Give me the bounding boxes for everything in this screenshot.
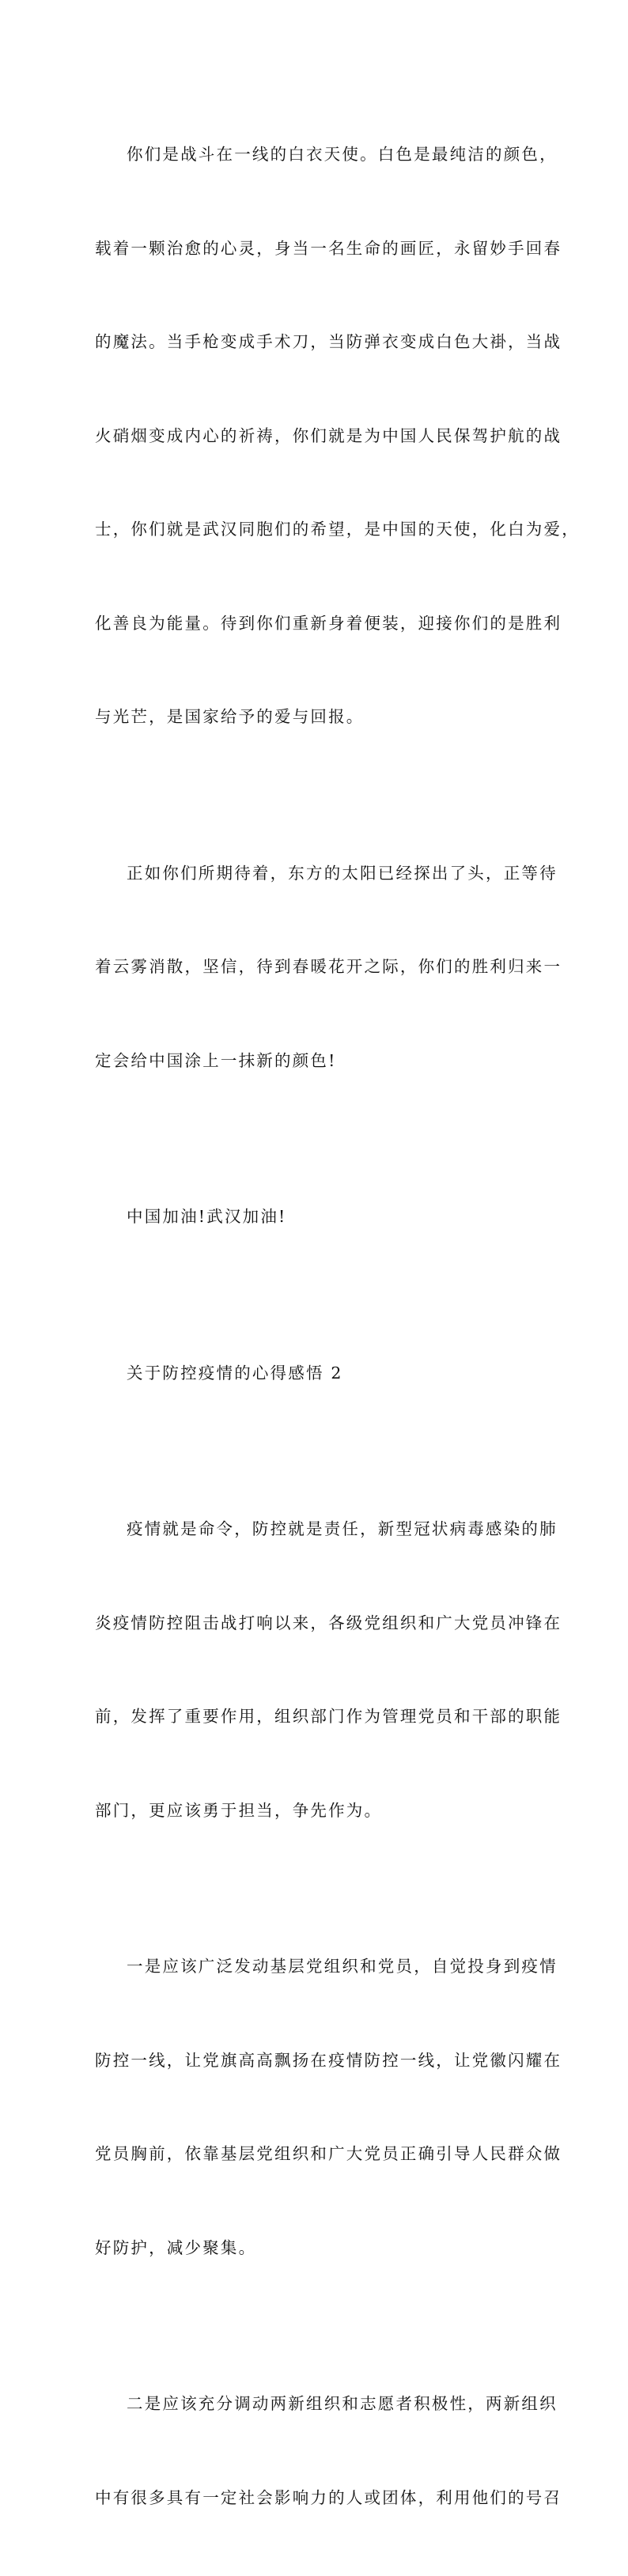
text-line: 中国加油!武汉加油! — [127, 1207, 287, 1226]
text-line: 前，发挥了重要作用，组织部门作为管理党员和干部的职能 — [95, 1707, 562, 1726]
text-line: 疫情就是命令，防控就是责任，新型冠状病毒感染的肺 — [127, 1519, 558, 1538]
text-line: 载着一颗治愈的心灵，身当一名生命的画匠，永留妙手回春 — [95, 238, 562, 258]
text-line: 着云雾消散，坚信，待到春暖花开之际，你们的胜利归来一 — [95, 957, 562, 976]
text-line: 化善良为能量。待到你们重新身着便装，迎接你们的是胜利 — [95, 613, 562, 633]
text-line: 定会给中国涂上一抹新的颜色! — [95, 1050, 337, 1070]
text-line: 一是应该广泛发动基层党组织和党员，自觉投身到疫情 — [127, 1957, 558, 1976]
paragraph-point-one — [95, 1889, 562, 2326]
text-line: 火硝烟变成内心的祈祷，你们就是为中国人民保驾护航的战 — [95, 426, 562, 445]
section-title: 关于防控疫情的心得感悟 2 — [127, 1363, 343, 1383]
section-heading — [95, 1296, 535, 1452]
text-line: 中有很多具有一定社会影响力的人或团体，利用他们的号召 — [95, 2487, 562, 2507]
text-line: 二是应该充分调动两新组织和志愿者积极性，两新组织 — [127, 2394, 558, 2413]
text-line: 党员胸前，依靠基层党组织和广大党员正确引导人民群众做 — [95, 2144, 562, 2163]
text-line: 好防护，减少聚集。 — [95, 2237, 257, 2257]
paragraph-white-angels — [95, 77, 580, 796]
text-line: 正如你们所期待着，东方的太阳已经探出了头，正等待 — [127, 863, 558, 883]
paragraph-cheer — [95, 1139, 535, 1296]
text-line: 与光芒，是国家给予的爱与回报。 — [95, 707, 365, 726]
text-line: 的魔法。当手枪变成手术刀，当防弹衣变成白色大褂，当战 — [95, 332, 562, 351]
text-line: 士，你们就是武汉同胞们的希望，是中国的天使，化白为爱， — [95, 520, 580, 539]
text-line: 防控一线，让党旗高高飘扬在疫情防控一线，让党徽闪耀在 — [95, 2050, 562, 2070]
document-body — [95, 77, 580, 2576]
text-line: 部门，更应该勇于担当，争先作为。 — [95, 1800, 383, 1820]
text-line: 你们是战斗在一线的白衣天使。白色是最纯洁的颜色， — [127, 145, 558, 164]
paragraph-epidemic-order — [95, 1451, 562, 1889]
paragraph-point-two — [95, 2326, 562, 2576]
text-line: 炎疫情防控阻击战打响以来，各级党组织和广大党员冲锋在 — [95, 1613, 562, 1632]
paragraph-rising-sun — [95, 796, 562, 1140]
